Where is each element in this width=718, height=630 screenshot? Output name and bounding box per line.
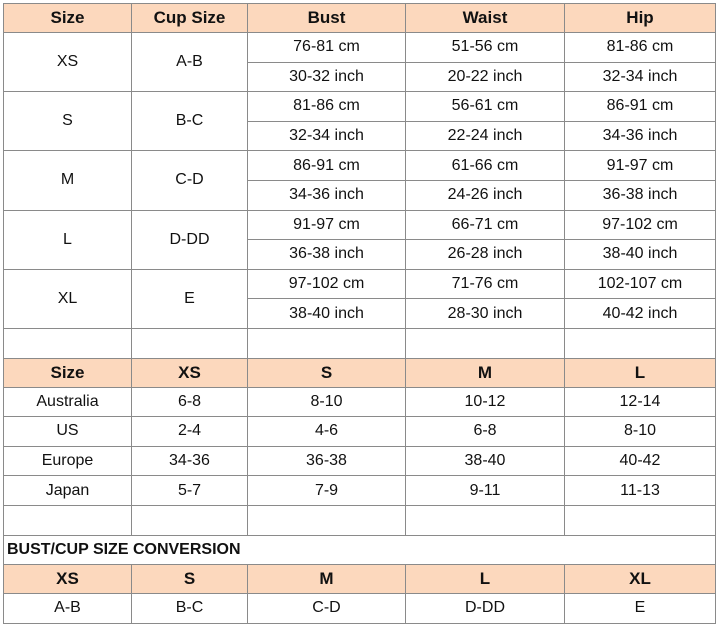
measurement-row-cm	[4, 92, 716, 122]
cup-size-cell: E	[132, 269, 248, 328]
conversion-value-cell: 38-40	[406, 446, 565, 476]
cup-value-cell: D-DD	[406, 594, 565, 624]
size-cell: L	[4, 210, 132, 269]
conversion-value-cell: 36-38	[248, 446, 406, 476]
conversion-value-cell: 9-11	[406, 476, 565, 506]
measurement-cm-cell: 81-86 cm	[248, 92, 406, 122]
measurement-header-row	[4, 4, 716, 33]
empty-cell	[406, 505, 565, 535]
bust-cup-row	[4, 594, 716, 624]
measurement-inch-cell: 38-40 inch	[248, 299, 406, 329]
empty-cell	[565, 328, 716, 358]
conversion-value-cell: 11-13	[565, 476, 716, 506]
size-chart-table	[3, 3, 716, 624]
empty-cell	[4, 505, 132, 535]
conversion-row	[4, 417, 716, 447]
header-cell: M	[248, 565, 406, 594]
conversion-value-cell: 7-9	[248, 476, 406, 506]
conversion-value-cell: 6-8	[406, 417, 565, 447]
header-cell: M	[406, 358, 565, 387]
empty-cell	[565, 505, 716, 535]
conversion-value-cell: 10-12	[406, 387, 565, 417]
measurement-cm-cell: 91-97 cm	[248, 210, 406, 240]
conversion-value-cell: 8-10	[565, 417, 716, 447]
conversion-value-cell: 12-14	[565, 387, 716, 417]
measurement-row-cm	[4, 269, 716, 299]
cup-size-cell: C-D	[132, 151, 248, 210]
measurement-cm-cell: 97-102 cm	[565, 210, 716, 240]
conversion-value-cell: 4-6	[248, 417, 406, 447]
size-cell: S	[4, 92, 132, 151]
measurement-cm-cell: 86-91 cm	[248, 151, 406, 181]
header-cell: Waist	[406, 4, 565, 33]
measurement-inch-cell: 32-34 inch	[565, 62, 716, 92]
conversion-value-cell: 6-8	[132, 387, 248, 417]
measurement-inch-cell: 40-42 inch	[565, 299, 716, 329]
cup-size-cell: B-C	[132, 92, 248, 151]
measurement-cm-cell: 61-66 cm	[406, 151, 565, 181]
conversion-header-row	[4, 358, 716, 387]
header-cell: Size	[4, 4, 132, 33]
measurement-cm-cell: 97-102 cm	[248, 269, 406, 299]
size-cell: XL	[4, 269, 132, 328]
conversion-row	[4, 387, 716, 417]
header-cell: XS	[132, 358, 248, 387]
section-title-row	[4, 535, 716, 565]
empty-cell	[248, 505, 406, 535]
size-cell: XS	[4, 33, 132, 92]
empty-cell	[132, 328, 248, 358]
measurement-inch-cell: 34-36 inch	[565, 121, 716, 151]
measurement-cm-cell: 51-56 cm	[406, 33, 565, 63]
header-cell: Cup Size	[132, 4, 248, 33]
header-cell: Bust	[248, 4, 406, 33]
region-cell: Europe	[4, 446, 132, 476]
measurement-cm-cell: 71-76 cm	[406, 269, 565, 299]
header-cell: XS	[4, 565, 132, 594]
empty-cell	[406, 328, 565, 358]
conversion-row	[4, 476, 716, 506]
measurement-inch-cell: 36-38 inch	[248, 240, 406, 270]
measurement-cm-cell: 76-81 cm	[248, 33, 406, 63]
header-cell: XL	[565, 565, 716, 594]
spacer-row	[4, 505, 716, 535]
measurement-inch-cell: 34-36 inch	[248, 180, 406, 210]
header-cell: L	[406, 565, 565, 594]
measurement-row-cm	[4, 33, 716, 63]
measurement-inch-cell: 24-26 inch	[406, 180, 565, 210]
measurement-inch-cell: 30-32 inch	[248, 62, 406, 92]
cup-value-cell: A-B	[4, 594, 132, 624]
measurement-inch-cell: 28-30 inch	[406, 299, 565, 329]
measurement-cm-cell: 81-86 cm	[565, 33, 716, 63]
conversion-row	[4, 446, 716, 476]
measurement-inch-cell: 32-34 inch	[248, 121, 406, 151]
cup-value-cell: C-D	[248, 594, 406, 624]
cup-value-cell: E	[565, 594, 716, 624]
cup-value-cell: B-C	[132, 594, 248, 624]
measurement-cm-cell: 102-107 cm	[565, 269, 716, 299]
measurement-inch-cell: 26-28 inch	[406, 240, 565, 270]
cup-size-cell: A-B	[132, 33, 248, 92]
measurement-row-cm	[4, 151, 716, 181]
region-cell: Australia	[4, 387, 132, 417]
size-cell: M	[4, 151, 132, 210]
region-cell: Japan	[4, 476, 132, 506]
measurement-cm-cell: 91-97 cm	[565, 151, 716, 181]
measurement-cm-cell: 56-61 cm	[406, 92, 565, 122]
measurement-cm-cell: 86-91 cm	[565, 92, 716, 122]
measurement-inch-cell: 36-38 inch	[565, 180, 716, 210]
conversion-value-cell: 8-10	[248, 387, 406, 417]
header-cell: S	[248, 358, 406, 387]
empty-cell	[248, 328, 406, 358]
section-title: BUST/CUP SIZE CONVERSION	[4, 535, 716, 565]
spacer-row	[4, 328, 716, 358]
empty-cell	[132, 505, 248, 535]
cup-size-cell: D-DD	[132, 210, 248, 269]
header-cell: L	[565, 358, 716, 387]
measurement-inch-cell: 22-24 inch	[406, 121, 565, 151]
conversion-value-cell: 2-4	[132, 417, 248, 447]
measurement-row-cm	[4, 210, 716, 240]
bust-cup-header-row	[4, 565, 716, 594]
header-cell: Hip	[565, 4, 716, 33]
header-cell: Size	[4, 358, 132, 387]
conversion-value-cell: 34-36	[132, 446, 248, 476]
conversion-value-cell: 5-7	[132, 476, 248, 506]
region-cell: US	[4, 417, 132, 447]
conversion-value-cell: 40-42	[565, 446, 716, 476]
measurement-cm-cell: 66-71 cm	[406, 210, 565, 240]
measurement-inch-cell: 38-40 inch	[565, 240, 716, 270]
header-cell: S	[132, 565, 248, 594]
empty-cell	[4, 328, 132, 358]
measurement-inch-cell: 20-22 inch	[406, 62, 565, 92]
